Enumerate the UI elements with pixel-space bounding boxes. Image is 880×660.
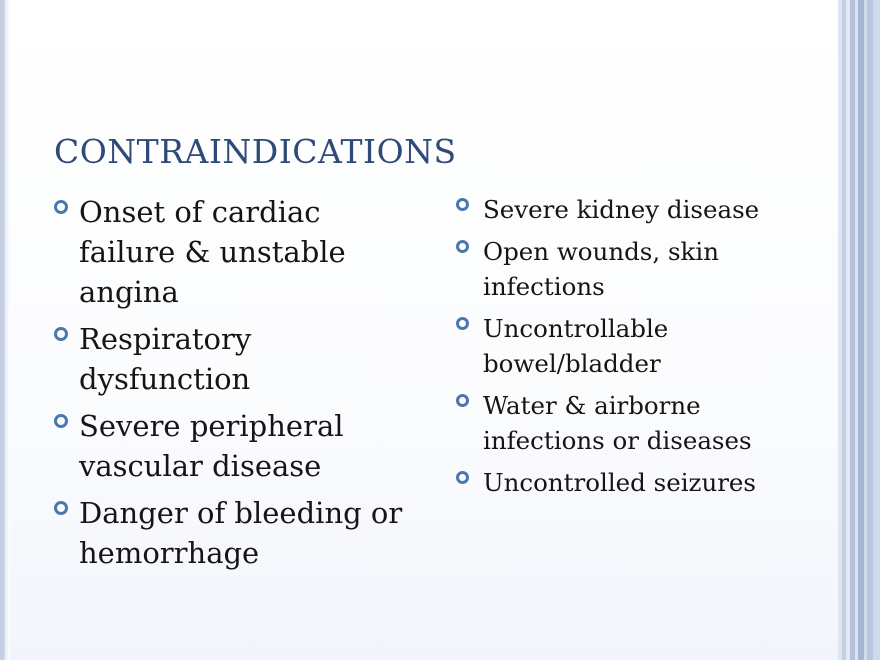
bullet-text: Severe kidney disease bbox=[483, 195, 760, 224]
hollow-circle-bullet-icon bbox=[54, 327, 68, 341]
left-edge-border bbox=[0, 0, 10, 660]
bullet-item bbox=[456, 465, 801, 500]
decorative-stripe bbox=[873, 0, 880, 660]
hollow-circle-bullet-icon bbox=[54, 200, 68, 214]
bullet-text: Uncontrollable bowel/bladder bbox=[483, 314, 669, 378]
bullet-item bbox=[54, 406, 424, 486]
hollow-circle-bullet-icon bbox=[456, 471, 469, 484]
bullet-item bbox=[456, 388, 801, 458]
right-bullet-list bbox=[456, 192, 801, 507]
right-decorative-stripes bbox=[838, 0, 880, 660]
bullet-text: Respiratory dysfunction bbox=[79, 322, 252, 396]
bullet-text: Danger of bleeding or hemorrhage bbox=[79, 496, 403, 570]
left-bullet-list bbox=[54, 192, 424, 580]
hollow-circle-bullet-icon bbox=[456, 394, 469, 407]
bullet-item bbox=[54, 192, 424, 312]
bullet-item bbox=[456, 192, 801, 227]
bullet-text: Severe peripheral vascular disease bbox=[79, 409, 344, 483]
hollow-circle-bullet-icon bbox=[54, 414, 68, 428]
bullet-item bbox=[54, 493, 424, 573]
bullet-text: Open wounds, skin infections bbox=[483, 237, 719, 301]
hollow-circle-bullet-icon bbox=[54, 501, 68, 515]
bullet-item bbox=[456, 311, 801, 381]
bullet-text: Uncontrolled seizures bbox=[483, 468, 757, 497]
slide-title: CONTRAINDICATIONS bbox=[54, 132, 457, 171]
hollow-circle-bullet-icon bbox=[456, 240, 469, 253]
hollow-circle-bullet-icon bbox=[456, 317, 469, 330]
bullet-item bbox=[456, 234, 801, 304]
bullet-item bbox=[54, 319, 424, 399]
bullet-text: Onset of cardiac failure & unstable angina bbox=[79, 195, 346, 309]
bullet-text: Water & airborne infections or diseases bbox=[483, 391, 752, 455]
hollow-circle-bullet-icon bbox=[456, 198, 469, 211]
